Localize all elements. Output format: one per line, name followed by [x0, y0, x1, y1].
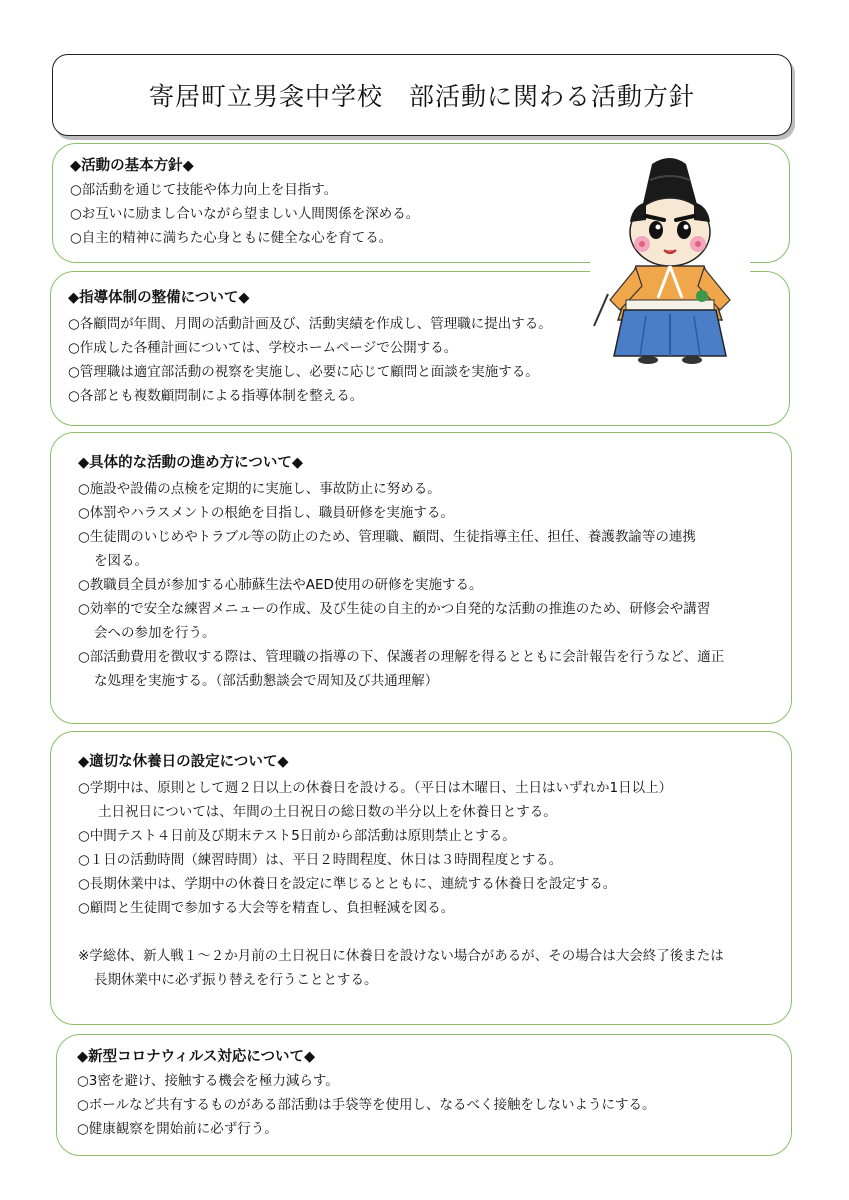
list-item: ○お互いに励まし合いながら望ましい人間関係を深める。	[70, 206, 420, 222]
section-heading: ◆指導体制の整備について◆	[68, 290, 250, 306]
list-item: ○効率的で安全な練習メニューの作成、及び生徒の自主的かつ自発的な活動の推進のため、研修会や講習	[78, 601, 711, 617]
samurai-mascot-icon	[590, 150, 750, 370]
section-heading: ◆具体的な活動の進め方について◆	[78, 455, 304, 471]
note-text: ※学総体、新人戦１～２か月前の土日祝日に休養日を設けない場合があるが、その場合は大会終了後または	[78, 948, 724, 964]
list-item: ○生徒間のいじめやトラブル等の防止のため、管理職、顧問、生徒指導主任、担任、養護教諭等の連携	[78, 529, 696, 545]
list-item: ○ボールなど共有するものがある部活動は手袋等を使用し、なるべく接触をしないようにする。	[77, 1097, 656, 1113]
list-item: ○教職員全員が参加する心肺蘇生法やAED使用の研修を実施する。	[78, 577, 483, 593]
list-item: ○体罰やハラスメントの根絶を目指し、職員研修を実施する。	[78, 505, 454, 521]
list-item: ○各部とも複数顧問制による指導体制を整える。	[68, 388, 364, 404]
section-covid-response	[56, 1034, 792, 1156]
list-item: ○長期休業中は、学期中の休養日を設定に準じるとともに、連続する休養日を設定する。	[78, 876, 617, 892]
list-item: ○中間テスト４日前及び期末テスト5日前から部活動は原則禁止とする。	[78, 828, 516, 844]
list-item: ○部活動を通じて技能や体力向上を目指す。	[70, 182, 338, 198]
section-heading: ◆新型コロナウィルス対応について◆	[77, 1049, 316, 1065]
list-item: ○部活動費用を徴収する際は、管理職の指導の下、保護者の理解を得るとともに会計報告を行うなど、適正	[78, 649, 725, 665]
list-item-continuation: 会への参加を行う。	[94, 625, 216, 641]
list-item: ○学期中は、原則として週２日以上の休養日を設ける。（平日は木曜日、土日はいずれか1日以上）	[78, 780, 673, 796]
list-item: ○顧問と生徒間で参加する大会等を精査し、負担軽減を図る。	[78, 900, 455, 916]
note-text-continuation: 長期休業中に必ず振り替えを行うこととする。	[94, 972, 378, 988]
list-item: ○施設や設備の点検を定期的に実施し、事故防止に努める。	[78, 481, 441, 497]
list-item: ○3密を避け、接触する機会を極力減らす。	[77, 1073, 339, 1089]
section-heading: ◆適切な休養日の設定について◆	[78, 754, 289, 770]
section-activity-methods	[50, 432, 792, 724]
list-item: ○１日の活動時間（練習時間）は、平日２時間程度、休日は３時間程度とする。	[78, 852, 563, 868]
list-item: ○作成した各種計画については、学校ホームページで公開する。	[68, 340, 458, 356]
page-title: 寄居町立男衾中学校 部活動に関わる活動方針	[52, 54, 792, 136]
list-item: ○各顧問が年間、月間の活動計画及び、活動実績を作成し、管理職に提出する。	[68, 316, 552, 332]
list-item: ○管理職は適宜部活動の視察を実施し、必要に応じて顧問と面談を実施する。	[68, 364, 539, 380]
list-item-continuation: な処理を実施する。（部活動懇談会で周知及び共通理解）	[94, 673, 439, 689]
list-item-continuation: 土日祝日については、年間の土日祝日の総日数の半分以上を休養日とする。	[98, 804, 557, 820]
list-item: ○健康観察を開始前に必ず行う。	[77, 1121, 278, 1137]
section-rest-days	[50, 731, 792, 1025]
list-item-continuation: を図る。	[94, 553, 148, 569]
section-heading: ◆活動の基本方針◆	[70, 158, 194, 174]
list-item: ○自主的精神に満ちた心身ともに健全な心を育てる。	[70, 230, 393, 246]
